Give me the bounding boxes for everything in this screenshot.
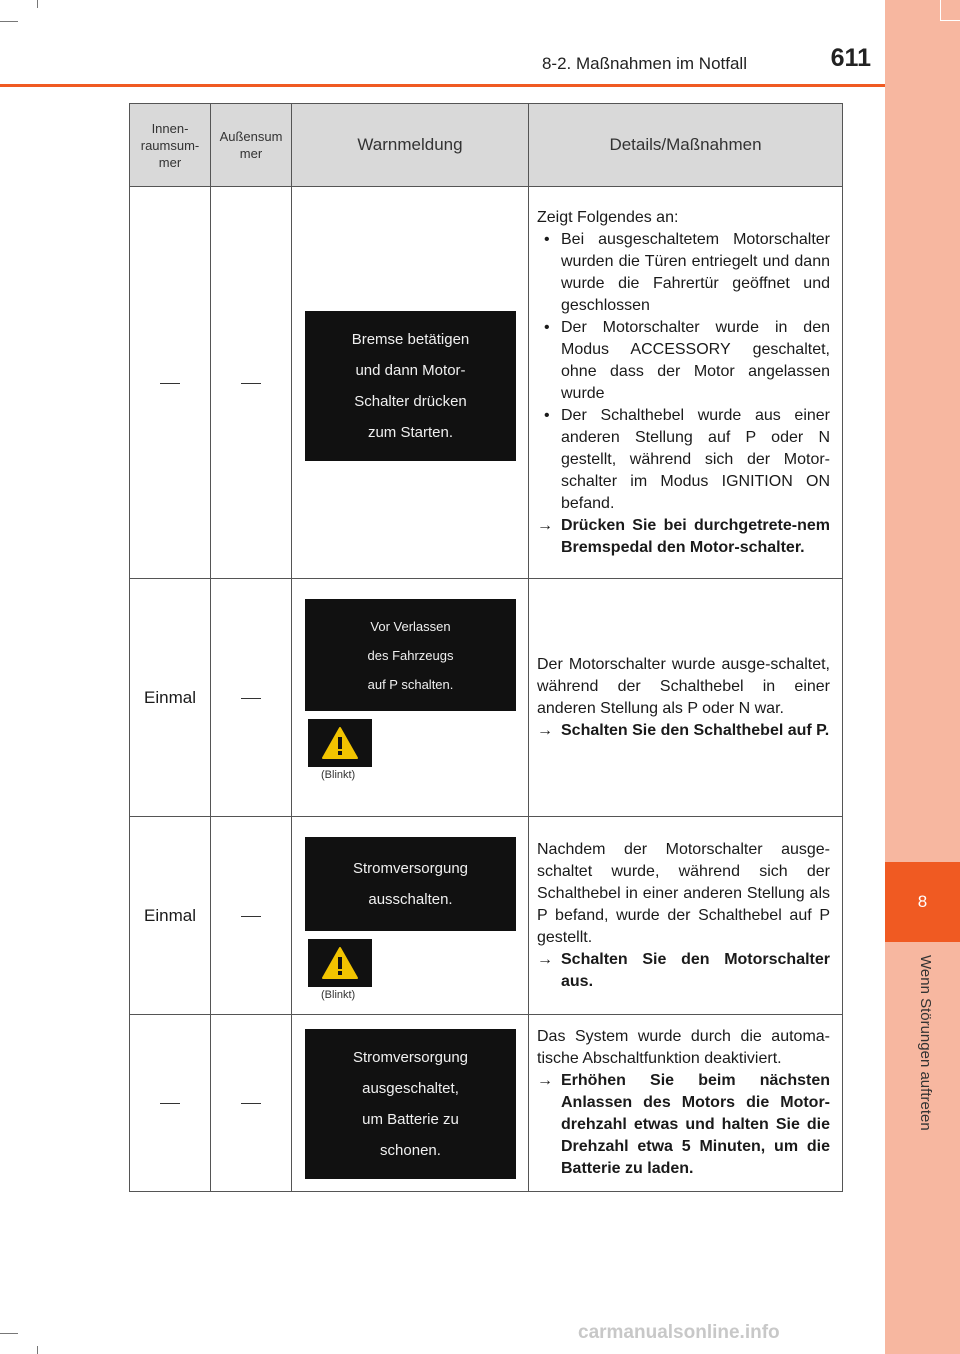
list-item bbox=[537, 405, 830, 515]
display-line: Stromversorgung bbox=[352, 860, 469, 877]
list-item bbox=[537, 229, 830, 317]
condition-list bbox=[537, 229, 830, 515]
crop-mark bbox=[0, 1333, 18, 1334]
arrow-icon: → bbox=[537, 1072, 553, 1089]
display-line: ausgeschaltet, bbox=[362, 1080, 459, 1097]
action-text: Schalten Sie den Schalthebel auf P. bbox=[561, 721, 830, 739]
display-line: zum Starten. bbox=[367, 424, 454, 441]
inner-buzzer-cell bbox=[130, 1015, 211, 1192]
details-cell bbox=[529, 817, 843, 1015]
action-text: Schalten Sie den Motorschalter aus. bbox=[561, 950, 830, 990]
warning-message-cell bbox=[292, 817, 529, 1015]
table-row bbox=[130, 1015, 843, 1192]
warning-icon bbox=[308, 719, 372, 767]
details-cell bbox=[529, 187, 843, 579]
details-cell bbox=[529, 1015, 843, 1192]
crop-mark bbox=[940, 20, 960, 21]
watermark: carmanualsonline.info bbox=[578, 1322, 780, 1343]
dash bbox=[160, 383, 180, 384]
table-header-row bbox=[130, 104, 843, 187]
table-row bbox=[130, 817, 843, 1015]
crop-mark bbox=[940, 0, 941, 20]
action-instruction bbox=[537, 720, 830, 742]
details-intro: Der Motorschalter wurde ausge-schaltet, während der Schalthebel in einer anderen Stellung als P oder N war. bbox=[537, 655, 830, 717]
dash bbox=[241, 698, 261, 699]
header-warning-message: Warnmeldung bbox=[292, 104, 529, 187]
page-header bbox=[0, 0, 885, 88]
action-text: Drücken Sie bei durchgetrete-nem Bremspedal den Motor-schalter. bbox=[561, 516, 830, 556]
display-message bbox=[305, 311, 516, 461]
bullet: • bbox=[544, 230, 550, 248]
bullet: • bbox=[544, 406, 550, 424]
header-outer-buzzer: Außensum mer bbox=[211, 104, 292, 187]
details-cell bbox=[529, 579, 843, 817]
warning-message-cell bbox=[292, 579, 529, 817]
header-inner-buzzer: Innen- raumsum- mer bbox=[130, 104, 211, 187]
list-item bbox=[537, 317, 830, 405]
details-intro: Nachdem der Motorschalter ausge-schaltet wurde, während sich der Schalthebel in einer anderen Stellung als P befand, wurde der Schalthebel auf P gestellt. bbox=[537, 840, 830, 946]
warning-message-cell bbox=[292, 1015, 529, 1192]
action-instruction bbox=[537, 1070, 830, 1180]
arrow-icon: → bbox=[537, 950, 553, 968]
chapter-tab-strip bbox=[885, 0, 960, 1354]
outer-buzzer-cell bbox=[211, 187, 292, 579]
blink-label: (Blinkt) bbox=[321, 989, 356, 1001]
action-text: Erhöhen Sie beim nächsten Anlassen des Motors die Motor-drehzahl etwas und halten Sie die Drehzahl etwa 5 Minuten, um die Batterie zu laden. bbox=[561, 1072, 830, 1177]
chapter-title: Wenn Störungen auftreten bbox=[917, 955, 934, 1131]
chapter-number: 8 bbox=[885, 862, 960, 942]
details-intro: Zeigt Folgendes an: bbox=[537, 208, 679, 226]
inner-buzzer-cell: Einmal bbox=[130, 579, 211, 817]
dash bbox=[241, 383, 261, 384]
page-number: 611 bbox=[830, 44, 871, 72]
warning-message-cell bbox=[292, 187, 529, 579]
outer-buzzer-cell bbox=[211, 579, 292, 817]
display-line: auf P schalten. bbox=[367, 676, 454, 692]
display-line: schonen. bbox=[380, 1142, 441, 1159]
display-line: und dann Motor- bbox=[355, 362, 466, 379]
list-item-text: Bei ausgeschaltetem Motorschalter wurden die Türen entriegelt und dann wurde die Fahrertür geöffnet und geschlossen bbox=[561, 230, 830, 314]
list-item-text: Der Schalthebel wurde aus einer anderen Stellung auf P oder N gestellt, während sich der Motor-schalter im Modus IGNITION ON befand. bbox=[561, 406, 830, 512]
crop-mark bbox=[37, 1346, 38, 1354]
blink-label: (Blinkt) bbox=[321, 769, 356, 781]
warning-message-table bbox=[129, 103, 843, 1192]
dash bbox=[160, 1103, 180, 1104]
header-rule bbox=[0, 84, 885, 87]
action-instruction bbox=[537, 515, 830, 559]
display-line: ausschalten. bbox=[368, 891, 453, 908]
list-item-text: Der Motorschalter wurde in den Modus ACCESSORY geschaltet, ohne dass der Motor angelassen wurde bbox=[561, 318, 830, 402]
arrow-icon: → bbox=[537, 721, 553, 739]
section-title: 8-2. Maßnahmen im Notfall bbox=[541, 54, 747, 73]
display-line: Stromversorgung bbox=[352, 1049, 469, 1066]
display-line: um Batterie zu bbox=[362, 1111, 459, 1128]
dash bbox=[241, 1103, 261, 1104]
bullet: • bbox=[544, 318, 550, 336]
inner-buzzer-cell: Einmal bbox=[130, 817, 211, 1015]
display-line: Vor Verlassen bbox=[370, 618, 451, 634]
dash bbox=[241, 916, 261, 917]
warning-icon bbox=[308, 939, 372, 987]
inner-buzzer-cell bbox=[130, 187, 211, 579]
table-row bbox=[130, 187, 843, 579]
details-intro: Das System wurde durch die automa-tische Abschaltfunktion deaktiviert. bbox=[537, 1028, 830, 1067]
display-line: Bremse betätigen bbox=[351, 331, 470, 348]
action-instruction bbox=[537, 949, 830, 993]
display-message bbox=[305, 599, 516, 711]
display-message bbox=[305, 1029, 516, 1179]
display-message bbox=[305, 837, 516, 931]
table-row bbox=[130, 579, 843, 817]
outer-buzzer-cell bbox=[211, 1015, 292, 1192]
display-line: Schalter drücken bbox=[354, 393, 467, 410]
display-line: des Fahrzeugs bbox=[367, 647, 454, 663]
arrow-icon: → bbox=[537, 516, 553, 534]
header-details: Details/Maßnahmen bbox=[529, 104, 843, 187]
outer-buzzer-cell bbox=[211, 817, 292, 1015]
